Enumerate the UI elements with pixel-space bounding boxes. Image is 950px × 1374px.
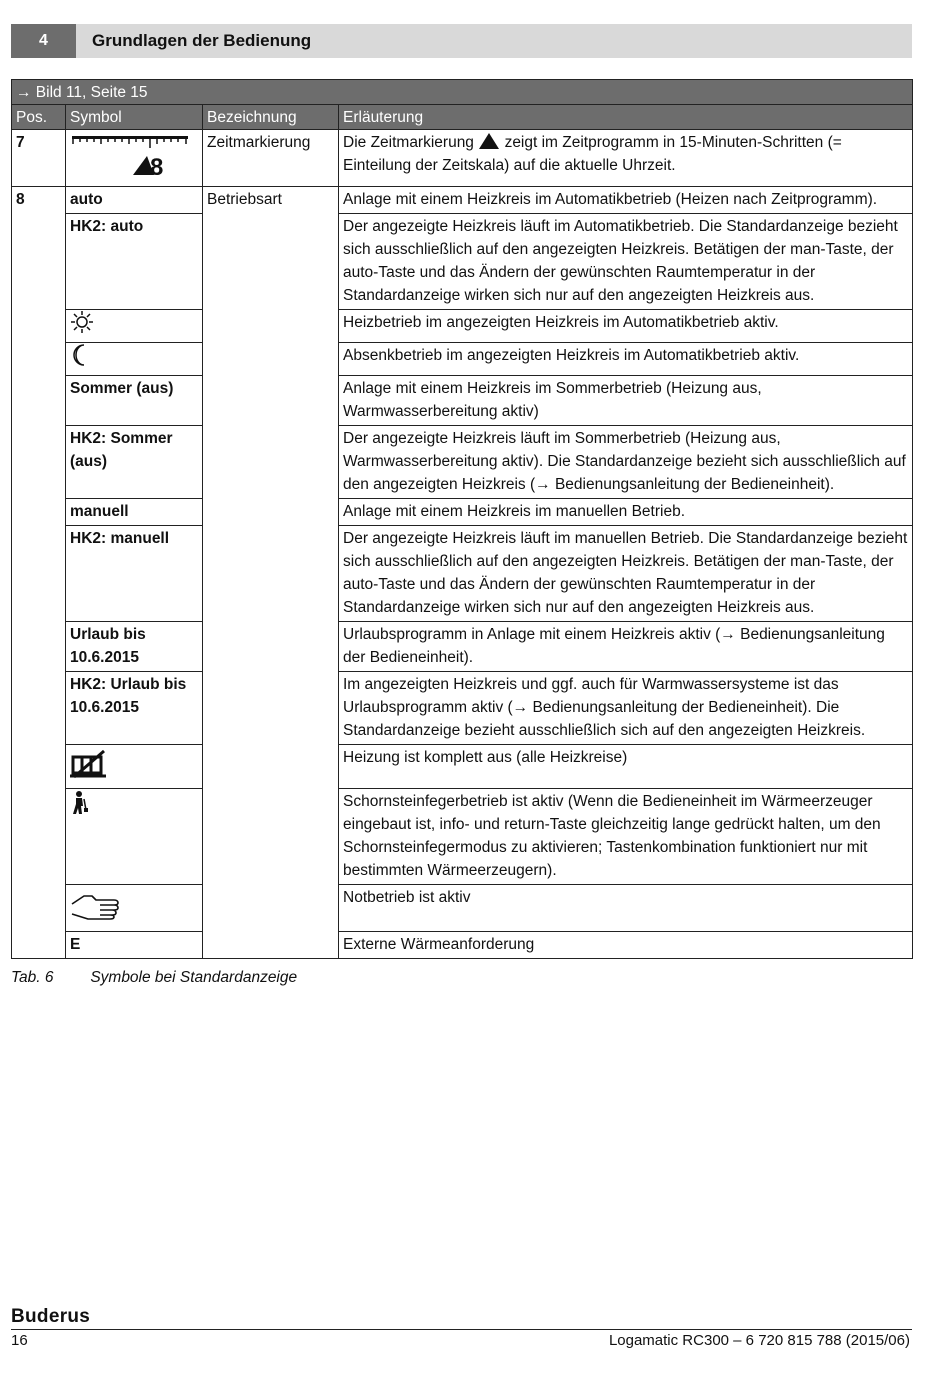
table-row (12, 526, 913, 622)
time-marker-scale-icon (70, 131, 192, 184)
table-header-row (12, 105, 913, 130)
explanation-cell: Heizbetrieb im angezeigten Heizkreis im Automatikbetrieb aktiv. (339, 310, 913, 343)
table-row (12, 310, 913, 343)
pos-cell: 8 (12, 187, 66, 959)
explanation-cell: Urlaubsprogramm in Anlage mit einem Heizkreis aktiv (→ Bedienungsanleitung der Bedieneinheit). (339, 622, 913, 672)
table-row (12, 789, 913, 885)
brand-logo: Buderus (11, 1306, 91, 1327)
explanation-text-start: Die Zeitmarkierung (343, 134, 474, 151)
explanation-cell: Der angezeigte Heizkreis läuft im Automatikbetrieb. Die Standardanzeige bezieht sich ausschließlich auf den angezeigten Heizkreis. Betätigen der man-Taste, der auto-Taste und das Ändern der gewünschten Raumtemperatur in der Standardanzeige wirken sich nur auf den angezeigten Heizkreis aus. (339, 214, 913, 310)
explanation-cell: Im angezeigten Heizkreis und ggf. auch für Warmwassersysteme ist das Urlaubsprogramm aktiv (→ Bedienungsanleitung der Bedieneinheit). Die Standardanzeige bezieht ausschließlich sich auf den angezeigten Heizkreis. (339, 672, 913, 745)
table-row (12, 376, 913, 426)
svg-text:8: 8 (150, 154, 164, 177)
symbol-cell: HK2: manuell (66, 526, 203, 622)
explanation-cell: Heizung ist komplett aus (alle Heizkreise) (339, 745, 913, 789)
explanation-cell: Anlage mit einem Heizkreis im manuellen Betrieb. (339, 499, 913, 526)
explanation-cell: Schornsteinfegerbetrieb ist aktiv (Wenn die Bedieneinheit im Wärmeerzeuger eingebaut ist, info- und return-Taste gleichzeitig lange gedrückt halten, um den Schornsteinfegermodus zu aktivieren; Tastenkombination funktioniert nur mit bestimmten Wärmeerzeugern). (339, 789, 913, 885)
table-row (12, 426, 913, 499)
symbol-cell: manuell (66, 499, 203, 526)
symbol-cell (66, 789, 203, 885)
symbol-cell (66, 343, 203, 376)
chapter-number: 4 (11, 24, 76, 58)
symbol-cell: E (66, 932, 203, 959)
symbol-cell: HK2: auto (66, 214, 203, 310)
table-row (12, 745, 913, 789)
symbol-cell (66, 130, 203, 187)
explanation-cell: Der angezeigte Heizkreis läuft im manuellen Betrieb. Die Standardanzeige bezieht sich ausschließlich auf den angezeigten Heizkreis. Betätigen der man-Taste, der auto-Taste und das Ändern der gewünschten Raumtemperatur in der Standardanzeige wirken sich nur auf den angezeigten Heizkreis aus. (339, 526, 913, 622)
explanation-cell: Anlage mit einem Heizkreis im Sommerbetrieb (Heizung aus, Warmwasserbereitung aktiv) (339, 376, 913, 426)
table-row (12, 187, 913, 214)
symbol-cell: Urlaub bis 10.6.2015 (66, 622, 203, 672)
column-header-explanation: Erläuterung (339, 105, 913, 130)
explanation-cell: Der angezeigte Heizkreis läuft im Sommerbetrieb (Heizung aus, Warmwasserbereitung aktiv). Die Standardanzeige bezieht sich ausschließlich auf den angezeigten Heizkreis (→ Bedienungsanleitung der Bedieneinheit). (339, 426, 913, 499)
page-number: 16 (11, 1332, 28, 1349)
table-caption (11, 969, 297, 987)
symbol-cell (66, 310, 203, 343)
caption-label: Tab. 6 (11, 969, 54, 986)
symbols-table (11, 79, 913, 959)
sun-icon (70, 311, 94, 340)
column-header-pos: Pos. (12, 105, 66, 130)
moon-icon (70, 344, 94, 373)
caption-text: Symbole bei Standardanzeige (90, 969, 298, 986)
symbol-cell (66, 745, 203, 789)
heating-off-icon (70, 746, 108, 786)
explanation-cell: Externe Wärmeanforderung (339, 932, 913, 959)
chapter-title: Grundlagen der Bedienung (92, 31, 312, 50)
symbol-cell: Sommer (aus) (66, 376, 203, 426)
designation-cell: Betriebsart (203, 187, 339, 959)
table-row (12, 343, 913, 376)
explanation-text-end: zeigt im Zeitprogramm in 15-Minuten-Schritten (= Einteilung der Zeitskala) auf die aktuelle Uhrzeit. (343, 134, 842, 174)
explanation-cell (339, 130, 913, 187)
table-reference: → Bild 11, Seite 15 (12, 80, 913, 105)
hand-icon (70, 886, 122, 929)
table-row (12, 672, 913, 745)
explanation-cell: Notbetrieb ist aktiv (339, 885, 913, 932)
table-row (12, 932, 913, 959)
pos-cell: 7 (12, 130, 66, 187)
table-row (12, 499, 913, 526)
symbol-cell: HK2: Urlaub bis 10.6.2015 (66, 672, 203, 745)
column-header-symbol: Symbol (66, 105, 203, 130)
symbol-cell (66, 885, 203, 932)
symbol-cell: auto (66, 187, 203, 214)
document-reference: Logamatic RC300 – 6 720 815 788 (2015/06) (608, 1332, 910, 1349)
explanation-cell: Anlage mit einem Heizkreis im Automatikbetrieb (Heizen nach Zeitprogramm). (339, 187, 913, 214)
table-row (12, 214, 913, 310)
chapter-header (11, 24, 912, 58)
table-row (12, 885, 913, 932)
triangle-up-icon (478, 131, 500, 154)
designation-cell: Zeitmarkierung (203, 130, 339, 187)
table-reference-row (12, 80, 913, 105)
table-row (12, 130, 913, 187)
table-row (12, 622, 913, 672)
explanation-cell: Absenkbetrieb im angezeigten Heizkreis im Automatikbetrieb aktiv. (339, 343, 913, 376)
symbol-cell: HK2: Sommer (aus) (66, 426, 203, 499)
footer-divider (11, 1329, 912, 1330)
chimney-sweep-icon (70, 790, 88, 823)
column-header-designation: Bezeichnung (203, 105, 339, 130)
